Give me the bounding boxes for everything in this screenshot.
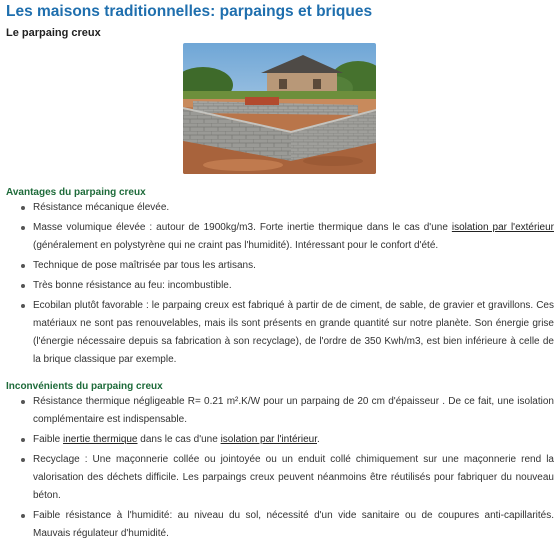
advantages-heading: Avantages du parpaing creux [6,187,146,198]
list-item: Faible résistance à l'humidité: au niveau du sol, nécessité d'un vide sanitaire ou de coupures anti-capillarités. Mauvais régulateur d'humidité. [20,507,554,543]
list-item: Ecobilan plutôt favorable : le parpaing creux est fabriqué à partir de de ciment, de sable, de gravier et gravillons. Ces matériaux ne sont pas renouvelables, mais ils sont présents en grande quantité sur notre planète. Son énergie grise (l'énergie nécessaire depuis sa fabrication à son recyclage), de l'ordre de 350 Kwh/m3, est bien inférieure à celle de la brique classique par exemple. [20,297,554,369]
list-item-text: dans le cas d'une [137,434,221,445]
list-item-text: (généralement en polystyrène qui ne craint pas l'humidité). Intéressant pour le confort d'été. [33,240,439,251]
construction-photo [183,43,376,174]
list-item-text: Masse volumique élevée : autour de 1900kg/m3. Forte inertie thermique dans le cas d'une [33,222,452,233]
list-item: Technique de pose maîtrisée par tous les artisans. [20,257,554,275]
isolation-interieur-link[interactable]: isolation par l'intérieur [220,434,317,445]
list-item [20,431,554,449]
section-subtitle: Le parpaing creux [6,27,101,39]
inertie-thermique-link[interactable]: inertie thermique [63,434,138,445]
advantages-list [20,199,554,371]
isolation-exterieur-link[interactable]: isolation par l'extérieur [451,222,554,233]
list-item [20,219,554,255]
disadvantages-heading: Inconvénients du parpaing creux [6,381,163,392]
list-item-text: . [316,434,320,445]
page-title: Les maisons traditionnelles: parpaings et briques [6,3,373,20]
disadvantages-list [20,393,554,545]
list-item: Très bonne résistance au feu: incombustible. [20,277,554,295]
list-item: Résistance mécanique élevée. [20,199,554,217]
list-item: Recyclage : Une maçonnerie collée ou jointoyée ou un enduit collé chimiquement sur une maçonnerie rend la valorisation des déchets difficile. Les parpaings creux peuvent néanmoins être réutilisés pour fabriquer du nouveau béton. [20,451,554,505]
list-item: Résistance thermique négligeable R= 0.21 m².K/W pour un parpaing de 20 cm d'épaisseur . De ce fait, une isolation complémentaire est indispensable. [20,393,554,429]
hollow-block-wall-image [183,43,376,174]
list-item-text: Faible [33,434,64,445]
